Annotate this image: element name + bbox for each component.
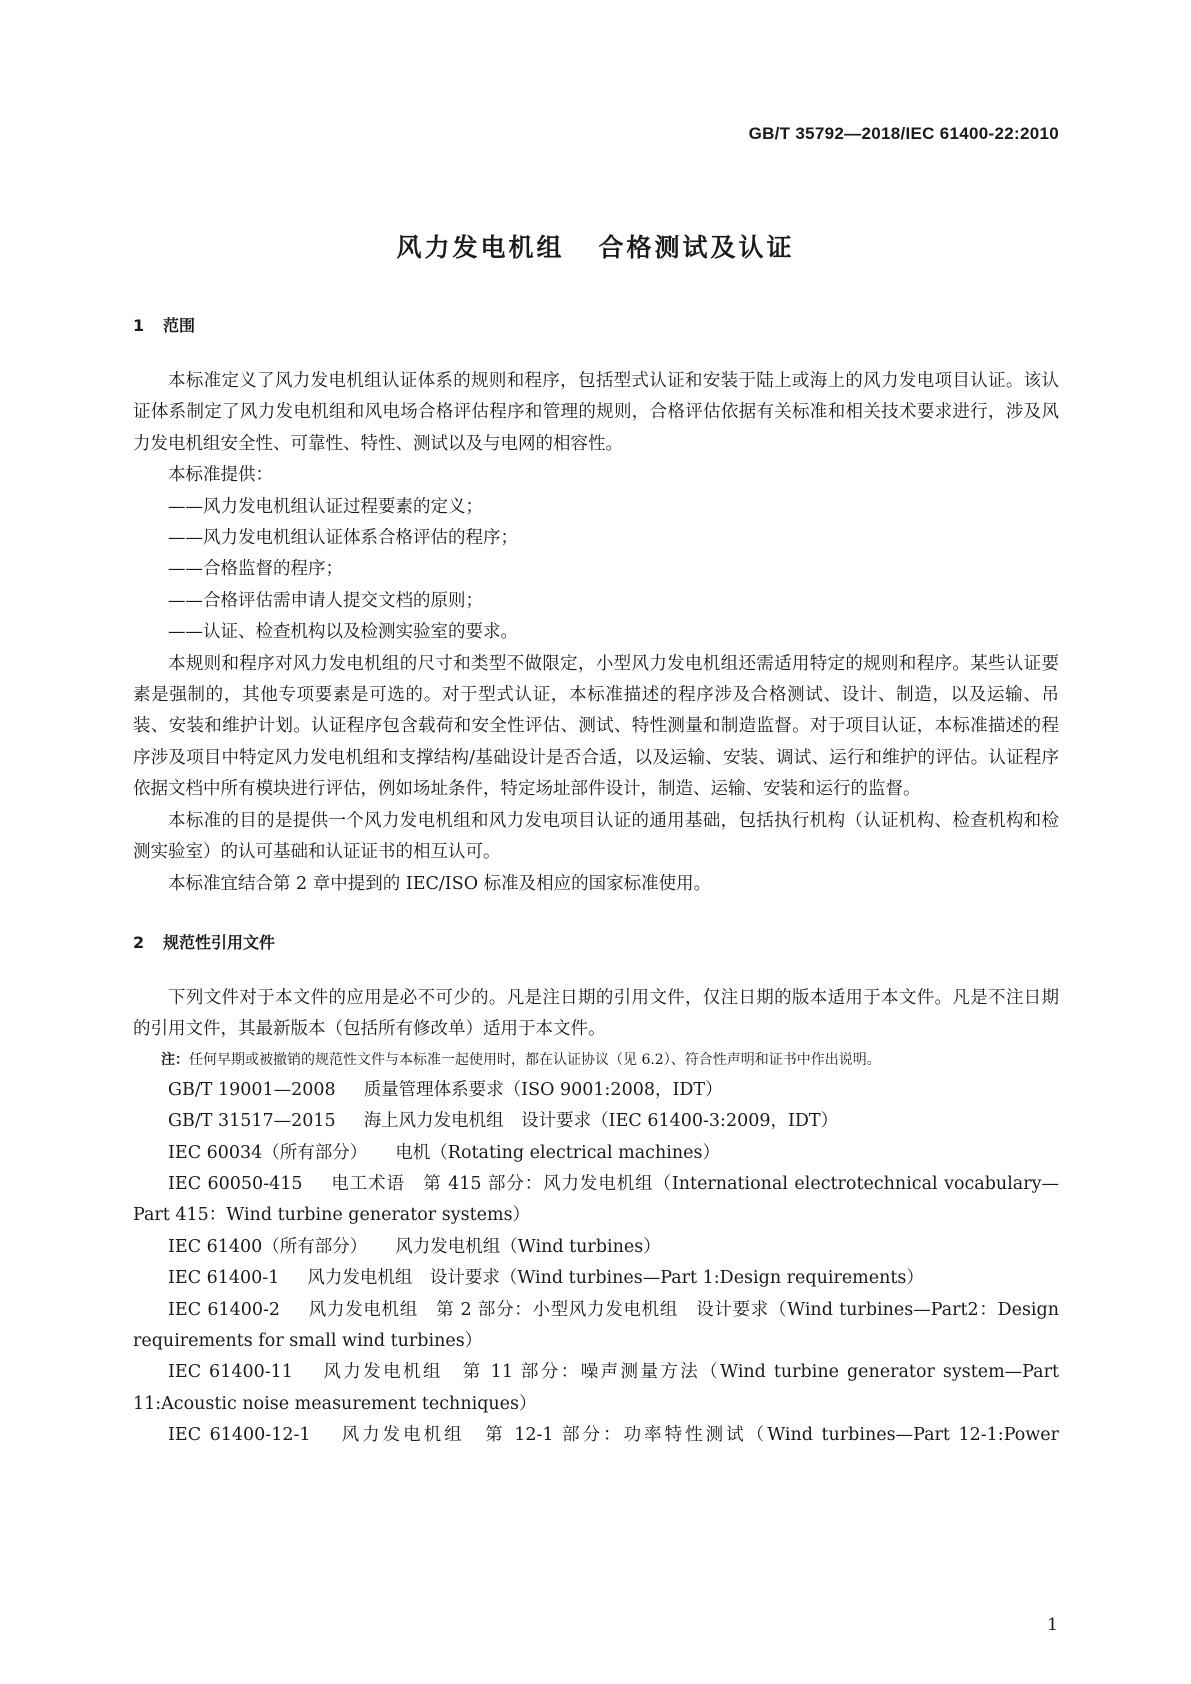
standard-code-header: GB/T 35792—2018/IEC 61400-22:2010: [748, 124, 1059, 143]
list-item: ——风力发电机组认证体系合格评估的程序；: [168, 528, 518, 549]
list-item: ——认证、检查机构以及检测实验室的要求。: [168, 622, 518, 643]
scope-paragraph: 本标准定义了风力发电机组认证体系的规则和程序，包括型式认证和安装于陆上或海上的风力发电项目认证。该认证体系制定了风力发电机组和风电场合格评估程序和管理的规则，合格评估依据有关标准和相关技术要求进行，涉及风力发电机组安全性、可靠性、特性、测试以及与电网的相容性。: [133, 371, 1059, 454]
section-2-heading: [133, 930, 275, 953]
section-2-title: 规范性引用文件: [163, 933, 276, 952]
reference-item: [133, 1263, 1059, 1294]
title-part-2: 合格测试及认证: [598, 233, 795, 262]
reference-item: [133, 1075, 1059, 1106]
section-2-body: [133, 983, 1059, 1452]
reference-title: 风力发电机组 第 2 部分：小型风力发电机组 设计要求（Wind turbines—Part2：Design requirements for small wind turbines）: [133, 1299, 1060, 1352]
document-title: [0, 228, 1191, 264]
reference-item: [133, 1420, 1059, 1451]
references-intro: 下列文件对于本文件的应用是必不可少的。凡是注日期的引用文件，仅注日期的版本适用于本文件。凡是不注日期的引用文件，其最新版本（包括所有修改单）适用于本文件。: [133, 988, 1059, 1040]
reference-code: IEC 60050-415: [168, 1174, 303, 1195]
scope-paragraph: 本标准的目的是提供一个风力发电机组和风力发电项目认证的通用基础，包括执行机构（认证机构、检查机构和检测实验室）的认可基础和认证证书的相互认可。: [133, 810, 1059, 863]
scope-provides-lead: 本标准提供：: [168, 465, 273, 486]
page-number: 1: [1047, 1615, 1058, 1635]
reference-title: 海上风力发电机组 设计要求（IEC 61400-3:2009，IDT）: [363, 1111, 839, 1132]
section-1-title: 范围: [163, 316, 196, 335]
reference-code: IEC 60034（所有部分）: [168, 1142, 368, 1163]
reference-code: IEC 61400（所有部分）: [168, 1236, 368, 1257]
note-text: 任何早期或被撤销的规范性文件与本标准一起使用时，都在认证协议（见 6.2）、符合性声明和证书中作出说明。: [189, 1051, 881, 1068]
reference-code: IEC 61400-2: [168, 1299, 281, 1320]
reference-code: IEC 61400-11: [168, 1362, 293, 1383]
reference-code: GB/T 31517—2015: [168, 1111, 336, 1132]
reference-item: [133, 1106, 1059, 1137]
section-1-heading: [133, 313, 195, 336]
reference-title: 风力发电机组 设计要求（Wind turbines—Part 1:Design requirements）: [307, 1268, 924, 1289]
reference-title: 风力发电机组（Wind turbines）: [395, 1236, 661, 1257]
reference-title: 风力发电机组 第 11 部分：噪声测量方法（Wind turbine generator system—Part 11:Acoustic noise measurement techniques）: [133, 1362, 1059, 1414]
section-2-number: 2: [133, 933, 145, 952]
list-item: ——合格评估需申请人提交文档的原则；: [168, 590, 483, 611]
reference-code: IEC 61400-1: [168, 1268, 280, 1289]
section-1-body: [133, 366, 1059, 900]
reference-code: GB/T 19001—2008: [168, 1079, 336, 1100]
reference-title: 电工术语 第 415 部分：风力发电机组（International electrotechnical vocabulary—Part 415：Wind turbine generator systems）: [133, 1174, 1059, 1226]
list-item: ——合格监督的程序；: [168, 559, 343, 580]
references-note: [133, 1046, 1059, 1075]
reference-item: [133, 1357, 1059, 1420]
reference-code: IEC 61400-12-1: [168, 1425, 311, 1446]
reference-title: 电机（Rotating electrical machines）: [395, 1142, 720, 1163]
reference-item: [133, 1138, 1059, 1169]
scope-paragraph: 本规则和程序对风力发电机组的尺寸和类型不做限定，小型风力发电机组还需适用特定的规则和程序。某些认证要素是强制的，其他专项要素是可选的。对于型式认证，本标准描述的程序涉及合格测试、设计、制造，以及运输、吊装、安装和维护计划。认证程序包含载荷和安全性评估、测试、特性测量和制造监督。对于项目认证，本标准描述的程序涉及项目中特定风力发电机组和支撑结构/基础设计是否合适，以及运输、安装、调试、运行和维护的评估。认证程序依据文档中所有模块进行评估，例如场址条件，特定场址部件设计，制造、运输、安装和运行的监督。: [133, 653, 1059, 800]
reference-title: 质量管理体系要求（ISO 9001:2008，IDT）: [363, 1079, 723, 1100]
reference-item: [133, 1169, 1059, 1232]
reference-item: [133, 1295, 1059, 1358]
list-item: ——风力发电机组认证过程要素的定义；: [168, 496, 483, 517]
section-1-number: 1: [133, 316, 145, 335]
note-label: 注：: [161, 1051, 189, 1068]
scope-paragraph: 本标准宜结合第 2 章中提到的 IEC/ISO 标准及相应的国家标准使用。: [168, 873, 712, 894]
reference-title: 风力发电机组 第 12-1 部分：功率特性测试（Wind turbines—Part 12-1:Power: [338, 1425, 1059, 1446]
title-part-1: 风力发电机组: [396, 233, 565, 262]
reference-item: [133, 1232, 1059, 1263]
